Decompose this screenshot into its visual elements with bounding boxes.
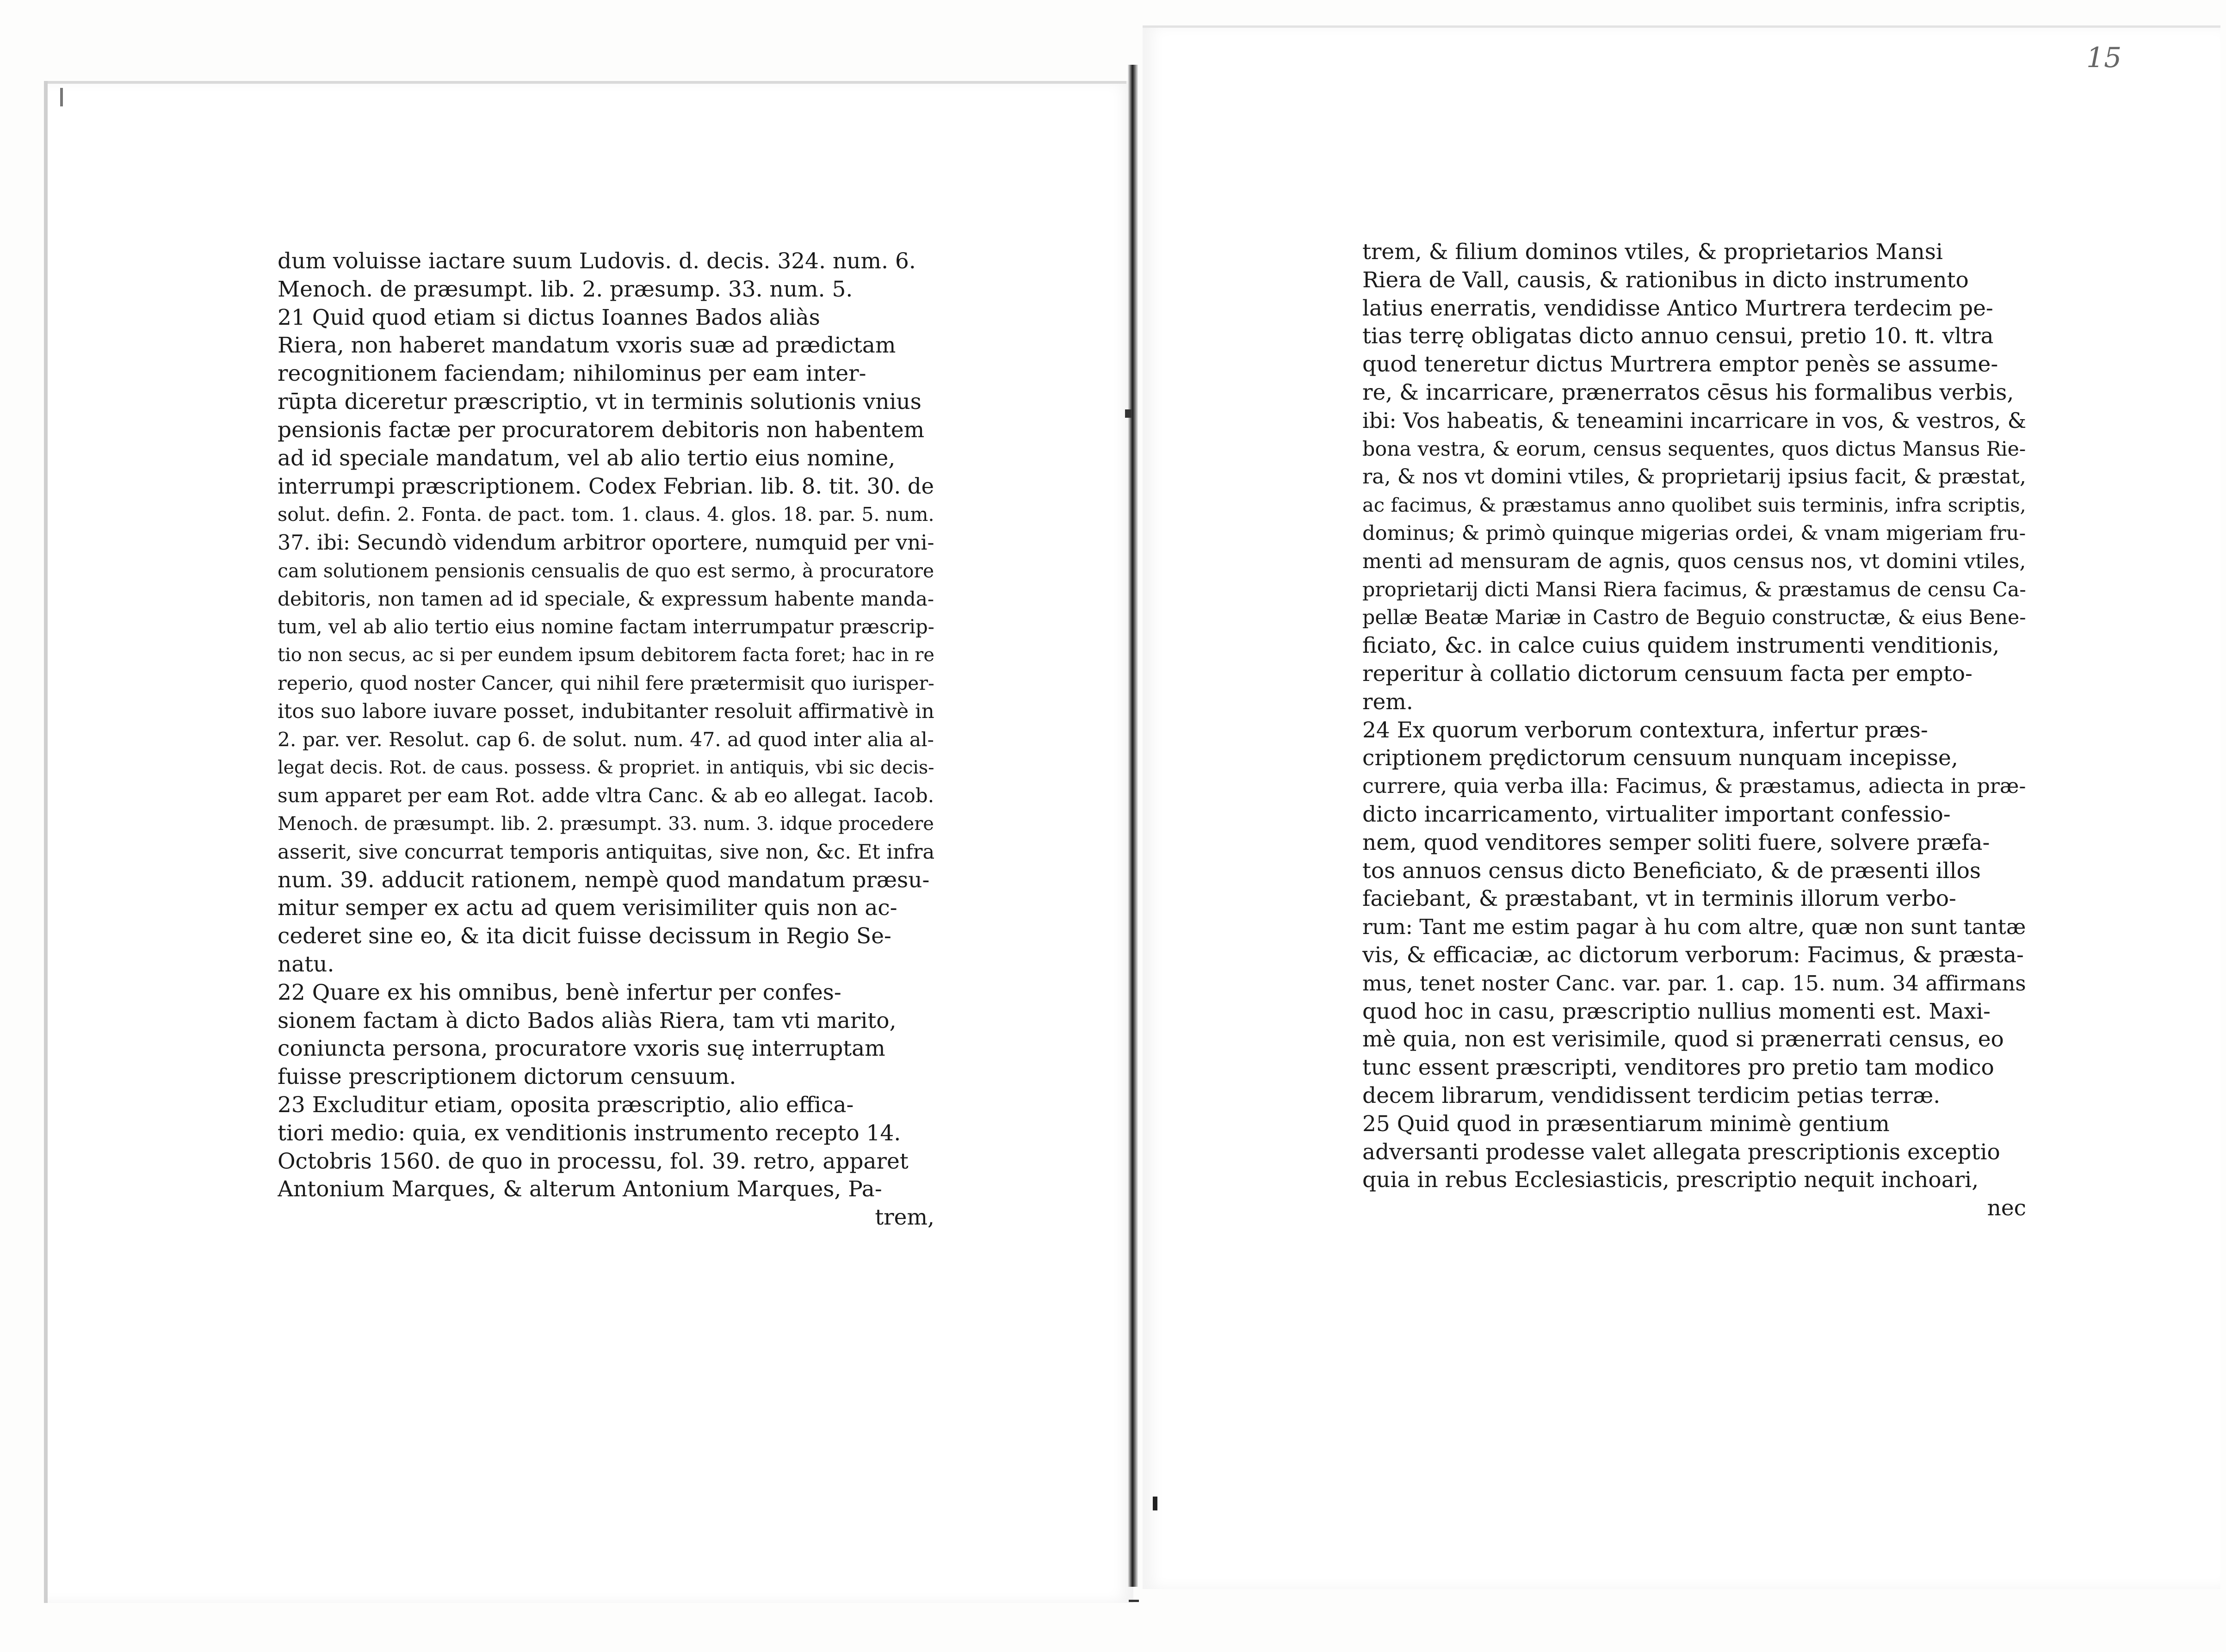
right-page-top-edge xyxy=(1143,25,2220,28)
text-line: natu. xyxy=(278,951,334,977)
thread-mark xyxy=(1125,409,1132,418)
text-line: currere, quia verba illa: Facimus, & præstamus, adiecta in præ- xyxy=(1362,774,2026,798)
text-line: 2. par. ver. Resolut. cap 6. de solut. num. 47. ad quod inter alia al- xyxy=(278,728,934,751)
text-line: mè quia, non est verisimile, quod si prænerrati census, eo xyxy=(1362,1027,2004,1052)
corner-mark xyxy=(60,88,63,106)
text-line: mus, tenet noster Canc. var. par. 1. cap. 15. num. 34 affirmans xyxy=(1362,971,2026,996)
text-line: tiori medio: quia, ex venditionis instrumento recepto 14. xyxy=(278,1120,901,1146)
text-line: decem librarum, vendidissent terdicim petias terræ. xyxy=(1362,1083,1941,1108)
text-line: nec xyxy=(1987,1195,2026,1221)
text-line: tias terrę obligatas dicto annuo censui, pretio 10. ₶. vltra xyxy=(1362,323,1994,349)
left-page-top-edge xyxy=(44,81,1126,84)
left-page-text xyxy=(278,247,934,1232)
text-line: debitoris, non tamen ad id speciale, & expressum habente manda- xyxy=(278,587,934,610)
text-line: recognitionem faciendam; nihilominus per eam inter- xyxy=(278,361,866,387)
text-line: rum: Tant me estim pagar à hu com altre, quæ non sunt tantæ xyxy=(1362,915,2026,940)
text-line: reperitur à collatio dictorum censuum facta per empto- xyxy=(1362,661,1972,687)
text-line: asserit, sive concurrat temporis antiquitas, sive non, &c. Et infra xyxy=(278,840,934,864)
text-line: faciebant, & præstabant, vt in terminis illorum verbo- xyxy=(1362,886,1956,912)
text-line: pellæ Beatæ Mariæ in Castro de Beguio constructæ, & eius Bene- xyxy=(1362,606,2026,630)
text-line: 24 Ex quorum verborum contextura, infertur præs- xyxy=(1362,717,1928,743)
text-line: sum apparet per eam Rot. adde vltra Canc. & ab eo allegat. Iacob. xyxy=(278,784,934,807)
text-line: Menoch. de præsumpt. lib. 2. præsumpt. 33. num. 3. idque procedere xyxy=(278,813,934,835)
text-line: 37. ibi: Secundò videndum arbitror oportere, numquid per vni- xyxy=(278,530,934,555)
text-line: ad id speciale mandatum, vel ab alio tertio eius nomine, xyxy=(278,445,896,471)
text-line: Riera, non haberet mandatum vxoris suæ ad prædictam xyxy=(278,333,896,359)
text-line: latius enerratis, vendidisse Antico Murtrera terdecim pe- xyxy=(1362,295,1993,321)
text-line: legat decis. Rot. de caus. possess. & propriet. in antiquis, vbi sic decis- xyxy=(278,757,934,779)
text-line: nem, quod venditores semper soliti fuere, solvere præfa- xyxy=(1362,829,1990,855)
text-line: rūpta diceretur præscriptio, vt in terminis solutionis vnius xyxy=(278,389,921,415)
text-line: bona vestra, & eorum, census sequentes, quos dictus Mansus Rie- xyxy=(1362,437,2026,461)
text-line: tos annuos census dicto Beneficiato, & de præsenti illos xyxy=(1362,858,1981,884)
text-line: trem, xyxy=(875,1205,934,1231)
text-line: 21 Quid quod etiam si dictus Ioannes Bados aliàs xyxy=(278,304,820,330)
text-line: pensionis factæ per procuratorem debitoris non habentem xyxy=(278,417,925,443)
text-line: mitur semper ex actu ad quem verisimiliter quis non ac- xyxy=(278,895,897,921)
text-line: itos suo labore iuvare posset, indubitanter resoluit affirmativè in xyxy=(278,699,934,723)
text-line: sionem factam à dicto Bados aliàs Riera, tam vti marito, xyxy=(278,1008,897,1033)
text-line: vis, & efficaciæ, ac dictorum verborum: Facimus, & præsta- xyxy=(1362,942,2024,968)
text-line: dum voluisse iactare suum Ludovis. d. decis. 324. num. 6. xyxy=(278,248,916,274)
text-line: ficiato, &c. in calce cuius quidem instrumenti venditionis, xyxy=(1362,633,2000,659)
text-line: reperio, quod noster Cancer, qui nihil fere prætermisit quo iurisper- xyxy=(278,672,934,694)
text-line: ibi: Vos habeatis, & teneamini incarricare in vos, & vestros, & xyxy=(1362,408,2026,433)
text-line: Antonium Marques, & alterum Antonium Marques, Pa- xyxy=(278,1176,882,1202)
folio-number: 15 xyxy=(2086,42,2122,74)
text-line: rem. xyxy=(1362,689,1413,715)
text-line: coniuncta persona, procuratore vxoris suę interruptam xyxy=(278,1036,885,1062)
text-line: Octobris 1560. de quo in processu, fol. 39. retro, apparet xyxy=(278,1148,909,1174)
text-line: re, & incarricare, prænerratos cēsus his formalibus verbis, xyxy=(1362,379,2014,405)
text-line: dominus; & primò quinque migerias ordei, & vnam migeriam fru- xyxy=(1362,521,2026,545)
text-line: num. 39. adducit rationem, nempè quod mandatum præsu- xyxy=(278,867,930,893)
text-line: tio non secus, ac si per eundem ipsum debitorem facta foret; hac in re xyxy=(278,644,934,666)
text-line: fuisse prescriptionem dictorum censuum. xyxy=(278,1064,736,1090)
text-line: cam solutionem pensionis censualis de quo est sermo, à procuratore xyxy=(278,559,934,582)
text-line: Menoch. de præsumpt. lib. 2. præsump. 33. num. 5. xyxy=(278,276,853,302)
text-line: menti ad mensuram de agnis, quos census nos, vt domini vtiles, xyxy=(1362,549,2026,573)
text-line: cederet sine eo, & ita dicit fuisse decissum in Regio Se- xyxy=(278,923,891,949)
text-line: 25 Quid quod in præsentiarum minimè gentium xyxy=(1362,1111,1890,1137)
text-line: interrumpi præscriptionem. Codex Febrian. lib. 8. tit. 30. de xyxy=(278,474,934,499)
gutter-mark xyxy=(1129,1600,1139,1602)
text-line: trem, & filium dominos vtiles, & proprietarios Mansi xyxy=(1362,239,1943,265)
text-line: dicto incarricamento, virtualiter important confessio- xyxy=(1362,801,1951,827)
text-line: ac facimus, & præstamus anno quolibet suis terminis, infra scriptis, xyxy=(1362,494,2026,517)
right-page-text xyxy=(1362,238,2026,1223)
text-line: Riera de Vall, causis, & rationibus in dicto instrumento xyxy=(1362,267,1969,293)
thread-mark xyxy=(1153,1497,1157,1510)
text-line: criptionem prędictorum censuum nunquam incepisse, xyxy=(1362,745,1958,771)
text-line: 23 Excluditur etiam, oposita præscriptio, alio effica- xyxy=(278,1092,854,1118)
book-gutter xyxy=(1128,65,1138,1587)
text-line: quia in rebus Ecclesiasticis, prescriptio nequit inchoari, xyxy=(1362,1167,1979,1193)
text-line: tunc essent præscripti, venditores pro pretio tam modico xyxy=(1362,1055,1994,1081)
text-line: quod hoc in casu, præscriptio nullius momenti est. Maxi- xyxy=(1362,998,1991,1024)
text-line: 22 Quare ex his omnibus, benè infertur per confes- xyxy=(278,979,841,1005)
text-line: quod teneretur dictus Murtrera emptor penès se assume- xyxy=(1362,352,1998,377)
text-line: adversanti prodesse valet allegata prescriptionis exceptio xyxy=(1362,1139,2000,1165)
text-line: solut. defin. 2. Fonta. de pact. tom. 1. claus. 4. glos. 18. par. 5. num. xyxy=(278,503,934,526)
left-page-outer-edge xyxy=(44,81,48,1603)
text-line: proprietarij dicti Mansi Riera facimus, & præstamus de censu Ca- xyxy=(1362,578,2026,601)
text-line: tum, vel ab alio tertio eius nomine factam interrumpatur præscrip- xyxy=(278,615,934,638)
text-line: ra, & nos vt domini vtiles, & proprietarij ipsius facit, & præstat, xyxy=(1362,465,2026,489)
